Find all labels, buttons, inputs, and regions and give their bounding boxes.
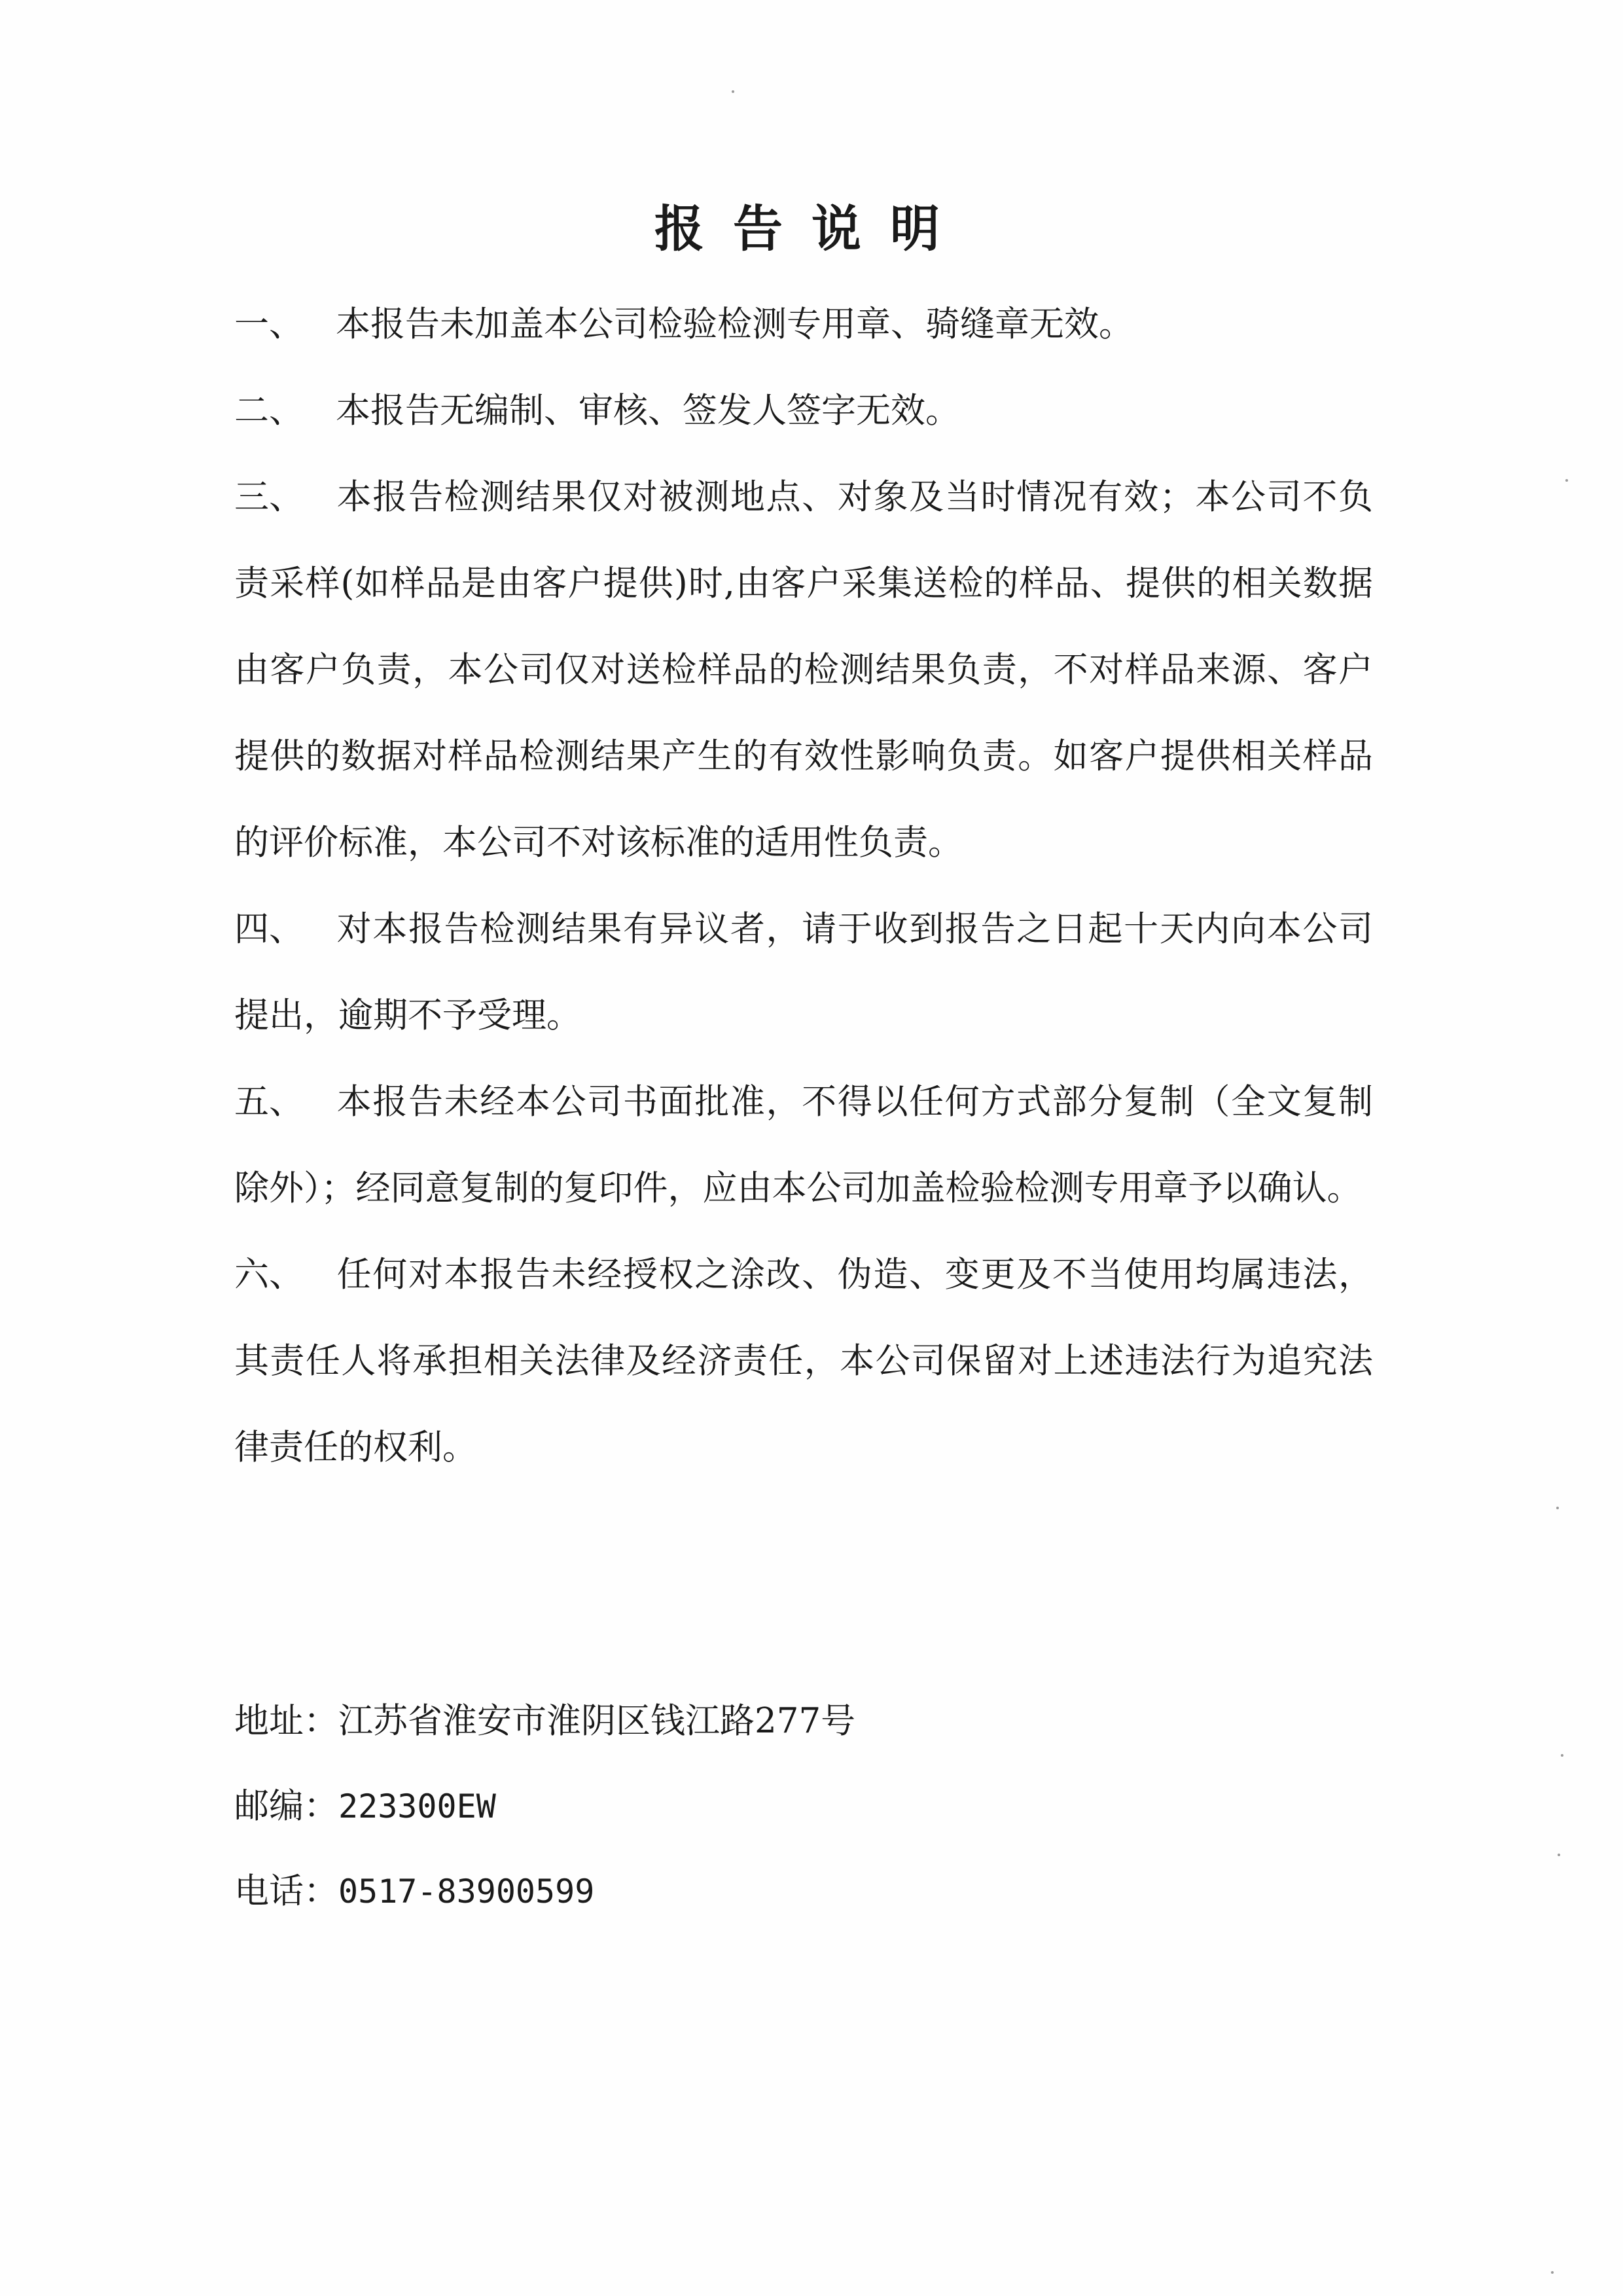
- scan-speck: [1551, 2271, 1554, 2274]
- scan-speck: [1565, 479, 1568, 482]
- clause-number: 五、: [234, 1082, 304, 1122]
- phone-label: 电话：: [234, 1871, 338, 1911]
- clause-number: 一、: [234, 304, 304, 344]
- address-line: [234, 1679, 855, 1764]
- clause-text: 本报告检测结果仅对被测地点、对象及当时情况有效；本公司不负责采样(如样品是由客户提供)时,由客户采集送检的样品、提供的相关数据由客户负责，本公司仅对送检样品的检测结果负责，不对样品来源、客户提供的数据对样品检测结果产生的有效性影响负责。如客户提供相关样品的评价标准，本公司不对该标准的适用性负责。: [234, 477, 1373, 863]
- clause-number: 二、: [234, 391, 304, 431]
- address-label: 地址：: [234, 1701, 338, 1741]
- clause-4: [234, 886, 1373, 1059]
- clause-6: [234, 1232, 1373, 1491]
- phone-value: 0517-83900599: [338, 1873, 595, 1910]
- clause-text: 对本报告检测结果有异议者，请于收到报告之日起十天内向本公司提出，逾期不予受理。: [234, 909, 1373, 1035]
- scan-speck: [1561, 1754, 1563, 1757]
- postcode-label: 邮编：: [234, 1786, 338, 1826]
- scan-speck: [1556, 1507, 1559, 1509]
- clause-number: 六、: [234, 1255, 304, 1295]
- clause-1: [234, 281, 1373, 368]
- postcode-value: 223300EW: [338, 1787, 496, 1825]
- clause-number: 四、: [234, 909, 304, 949]
- clause-5: [234, 1059, 1373, 1232]
- clause-text: 本报告无编制、审核、签发人签字无效。: [336, 391, 960, 431]
- address-value: 江苏省淮安市淮阴区钱江路277号: [338, 1701, 856, 1741]
- clause-text: 任何对本报告未经授权之涂改、伪造、变更及不当使用均属违法，其责任人将承担相关法律及经济责任，本公司保留对上述违法行为追究法律责任的权利。: [234, 1255, 1373, 1467]
- scan-speck: [1558, 1854, 1560, 1856]
- clause-3: [234, 454, 1373, 886]
- clause-2: [234, 368, 1373, 454]
- phone-line: [234, 1849, 855, 1934]
- postcode-line: [234, 1764, 855, 1849]
- page-title: 报告说明: [654, 200, 969, 258]
- scan-speck: [732, 90, 734, 93]
- clause-text: 本报告未加盖本公司检验检测专用章、骑缝章无效。: [336, 304, 1133, 344]
- contact-block: [234, 1679, 855, 1934]
- clause-number: 三、: [234, 477, 304, 517]
- clause-text: 本报告未经本公司书面批准，不得以任何方式部分复制（全文复制除外）；经同意复制的复印件，应由本公司加盖检验检测专用章予以确认。: [234, 1082, 1373, 1208]
- report-clauses: [234, 281, 1373, 1491]
